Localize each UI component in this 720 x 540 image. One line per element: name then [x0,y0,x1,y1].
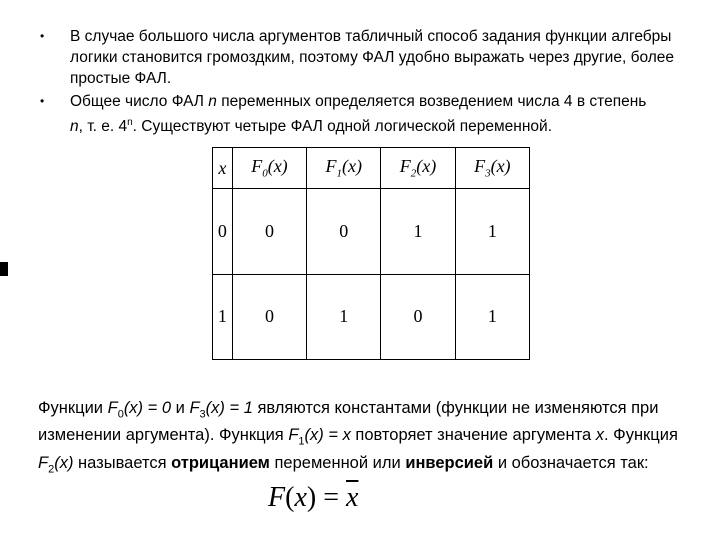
bullet-2-sup: n [127,117,133,128]
slide-edge-mark [0,262,8,276]
table-cell: 0 [213,189,233,275]
table-cell: 0 [381,274,455,360]
table-header-row [213,148,530,189]
bullet-2-b: переменных определяется возведением числа 4 в степень [216,93,647,110]
table-cell: 1 [381,189,455,275]
table-cell: 1 [455,189,529,275]
explanation-paragraph: Функции $F_0(x) = 0$ и $F_3(x) = 1$ являются константами (функции не изменяются при изменении аргумента). Функция $F_1(x) = x$ повторяет значение аргумента x. Функция $F_2(x)$ называется отрицанием переменной или инверсией и обозначается так: [38,399,678,475]
bullet-2-c: , т. е. 4 [78,118,128,136]
header-f3: $F_3(x)$ [455,148,529,189]
term-inversion: инверсией [405,453,494,472]
table-cell: 1 [213,274,233,360]
table-cell: 1 [307,274,381,360]
bullet-dot-icon: • [40,29,45,43]
table-cell: 0 [232,274,306,360]
bullet-text-1: В случае большого числа аргументов табличный способ задания функции алгебры логики становится громоздким, поэтому ФАЛ удобно выражать через другие, более простые ФАЛ. [70,28,675,87]
bullet-item-2 [38,91,688,137]
table-cell: 0 [307,189,381,275]
truth-table [212,147,530,360]
bullet-2-var: n [208,93,217,110]
bullet-dot-icon: • [40,94,45,108]
bullet-2-var2: n [70,118,79,136]
header-x: x [213,148,233,189]
table-cell: 0 [232,189,306,275]
bullet-2-d: . Существуют четыре ФАЛ одной логической переменной. [132,118,553,136]
table-row [213,189,530,275]
header-f2: $F_2(x)$ [381,148,455,189]
x-bar: $\overline{x}$ [346,482,359,513]
table-row [213,274,530,360]
bullet-list [38,26,688,139]
table-cell: 1 [455,274,529,360]
negation-formula: $F(x) = \overline{x}$ [268,482,359,513]
header-f0: $F_0(x)$ [232,148,306,189]
bullet-2-a: Общее число ФАЛ [70,93,209,110]
term-negation: отрицанием [171,453,270,472]
header-f1: $F_1(x)$ [307,148,381,189]
bullet-item-1 [38,26,688,89]
